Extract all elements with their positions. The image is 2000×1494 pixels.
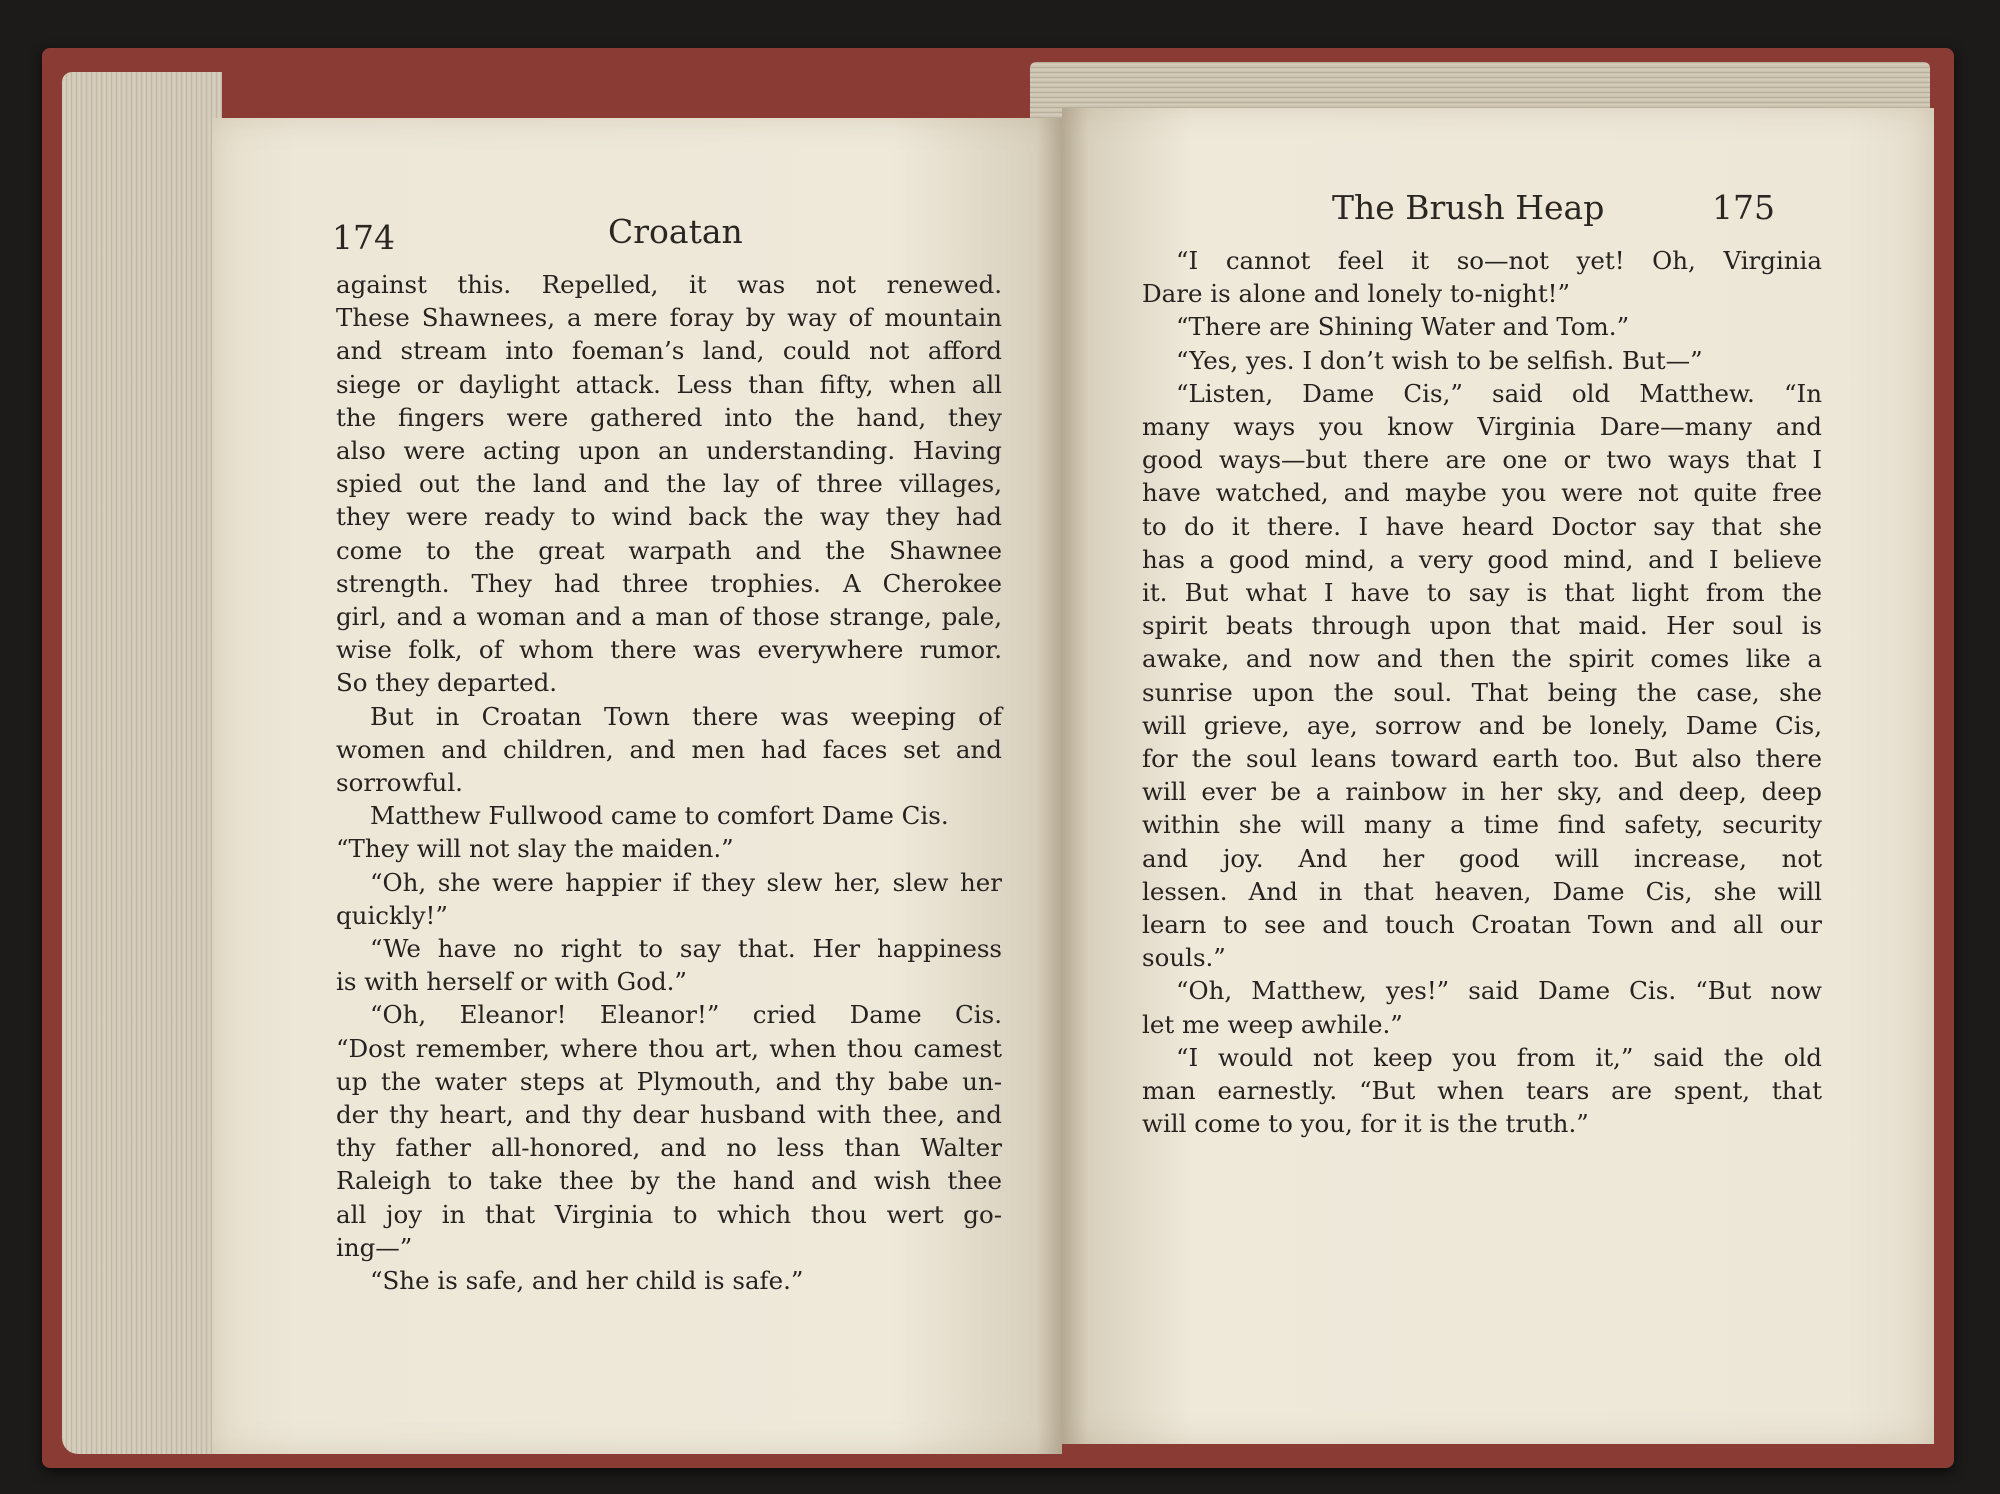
text-line: against this. Repelled, it was not renewed. — [336, 270, 1002, 299]
text-line: learn to see and touch Croatan Town and all our — [1142, 910, 1822, 940]
page-number-right: 175 — [1712, 188, 1775, 227]
text-line: is with herself or with God.” — [336, 967, 687, 997]
running-head-right: The Brush Heap — [1332, 188, 1605, 227]
text-line: “Dost remember, where thou art, when thou camest — [336, 1033, 1002, 1063]
text-line: souls.” — [1142, 943, 1226, 973]
text-line: ing—” — [336, 1232, 413, 1262]
text-line: “She is safe, and her child is safe.” — [370, 1266, 804, 1296]
text-line: will grieve, aye, sorrow and be lonely, Dame Cis, — [1142, 710, 1822, 740]
text-line: quickly!” — [336, 900, 448, 930]
text-line: “Oh, Eleanor! Eleanor!” cried Dame Cis. — [370, 1000, 1002, 1030]
text-line: up the water steps at Plymouth, and thy babe un- — [336, 1066, 1002, 1096]
text-line: But in Croatan Town there was weeping of — [370, 701, 1002, 731]
text-line: to do it there. I have heard Doctor say that she — [1142, 511, 1822, 541]
text-line: sorrowful. — [336, 768, 463, 798]
text-line: der thy heart, and thy dear husband with thee, and — [336, 1100, 1002, 1130]
text-line: spirit beats through upon that maid. Her soul is — [1142, 611, 1822, 641]
text-line: “I cannot feel it so—not yet! Oh, Virginia — [1176, 246, 1822, 275]
text-line: spied out the land and the lay of three villages, — [336, 469, 1002, 499]
text-line: also were acting upon an understanding. Having — [336, 436, 1002, 466]
text-line: within she will many a time find safety, security — [1142, 810, 1822, 840]
text-line: “Listen, Dame Cis,” said old Matthew. “In — [1176, 378, 1822, 408]
text-line: has a good mind, a very good mind, and I believe — [1142, 544, 1822, 574]
text-line: “Oh, Matthew, yes!” said Dame Cis. “But now — [1176, 976, 1822, 1006]
text-line: These Shawnees, a mere foray by way of mountain — [336, 303, 1002, 333]
page-number-left: 174 — [332, 218, 395, 257]
left-page-text — [336, 268, 1002, 1297]
text-line: “I would not keep you from it,” said the old — [1176, 1042, 1822, 1072]
text-line: all joy in that Virginia to which thou wert go- — [336, 1199, 1002, 1229]
text-line: the fingers were gathered into the hand, they — [336, 402, 1002, 432]
text-line: siege or daylight attack. Less than fifty, when all — [336, 369, 1002, 399]
text-line: So they departed. — [336, 668, 558, 698]
text-line: wise folk, of whom there was everywhere rumor. — [336, 635, 1002, 665]
text-line: it. But what I have to say is that light from the — [1142, 578, 1822, 608]
text-line: will come to you, for it is the truth.” — [1142, 1109, 1589, 1139]
text-line: “They will not slay the maiden.” — [336, 834, 734, 864]
left-page — [212, 118, 1062, 1454]
text-line: women and children, and men had faces set and — [336, 734, 1002, 764]
text-line: come to the great warpath and the Shawnee — [336, 535, 1002, 565]
text-line: man earnestly. “But when tears are spent, that — [1142, 1076, 1822, 1106]
text-line: and joy. And her good will increase, not — [1142, 843, 1822, 873]
text-line: have watched, and maybe you were not quite free — [1142, 478, 1822, 508]
text-line: “We have no right to say that. Her happiness — [370, 934, 1002, 964]
page-edges-left — [62, 72, 222, 1454]
right-page-text — [1142, 244, 1822, 1140]
text-line: good ways—but there are one or two ways that I — [1142, 445, 1822, 475]
text-line: sunrise upon the soul. That being the case, she — [1142, 677, 1822, 707]
text-line: let me weep awhile.” — [1142, 1009, 1403, 1039]
text-line: lessen. And in that heaven, Dame Cis, she will — [1142, 876, 1822, 906]
text-line: strength. They had three trophies. A Cherokee — [336, 568, 1002, 598]
text-line: awake, and now and then the spirit comes like a — [1142, 644, 1822, 674]
text-line: many ways you know Virginia Dare—many and — [1142, 412, 1822, 442]
text-line: Dare is alone and lonely to-night!” — [1142, 279, 1571, 309]
text-line: for the soul leans toward earth too. But also there — [1142, 744, 1822, 774]
text-line: “Oh, she were happier if they slew her, slew her — [370, 867, 1002, 897]
text-line: Matthew Fullwood came to comfort Dame Cis. — [370, 801, 949, 831]
text-line: “There are Shining Water and Tom.” — [1176, 312, 1630, 342]
text-line: Raleigh to take thee by the hand and wish thee — [336, 1166, 1002, 1196]
running-head-left: Croatan — [608, 212, 743, 251]
text-line: will ever be a rainbow in her sky, and deep, deep — [1142, 777, 1822, 807]
text-line: and stream into foeman’s land, could not afford — [336, 336, 1002, 366]
text-line: thy father all-honored, and no less than Walter — [336, 1133, 1002, 1163]
text-line: “Yes, yes. I don’t wish to be selfish. But—” — [1176, 345, 1703, 375]
right-page — [1062, 108, 1934, 1444]
text-line: girl, and a woman and a man of those strange, pale, — [336, 602, 1002, 632]
text-line: they were ready to wind back the way they had — [336, 502, 1002, 532]
